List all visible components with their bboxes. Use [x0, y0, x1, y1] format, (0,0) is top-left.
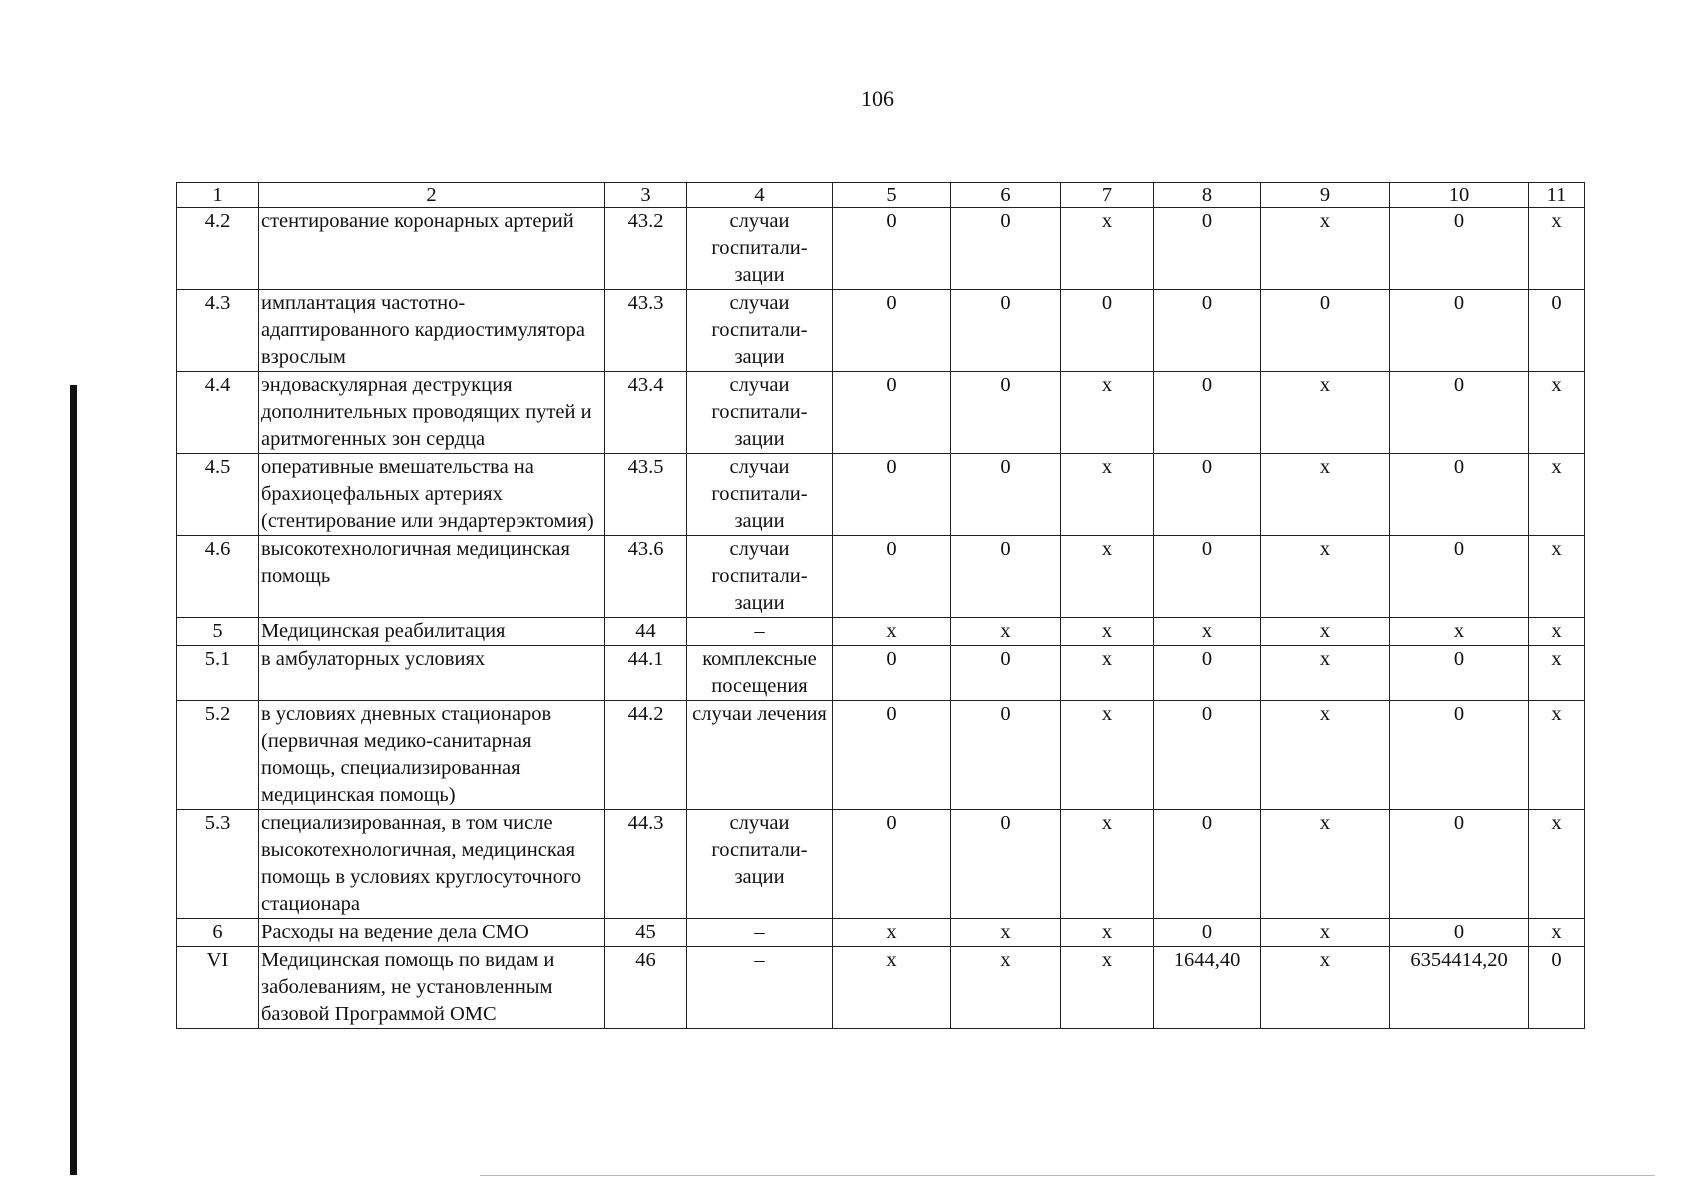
value-cell-col8: 0 [1154, 919, 1261, 947]
value-cell-col10: 0 [1390, 290, 1529, 372]
row-unit-cell: – [687, 919, 833, 947]
value-cell-col9: х [1261, 947, 1390, 1029]
value-cell-col11: 0 [1529, 290, 1585, 372]
row-number-cell: 5 [177, 618, 259, 646]
value-cell-col7: х [1061, 701, 1154, 810]
row-code-cell: 45 [605, 919, 687, 947]
row-unit-cell: комплексные посещения [687, 646, 833, 701]
value-cell-col11: х [1529, 372, 1585, 454]
row-number-cell: 5.1 [177, 646, 259, 701]
value-cell-col9: х [1261, 646, 1390, 701]
row-unit-cell: случаи госпитали-зации [687, 810, 833, 919]
value-cell-col11: х [1529, 919, 1585, 947]
value-cell-col5: 0 [833, 208, 951, 290]
value-cell-col9: х [1261, 810, 1390, 919]
value-cell-col5: 0 [833, 701, 951, 810]
value-cell-col8: 1644,40 [1154, 947, 1261, 1029]
value-cell-col6: 0 [951, 454, 1061, 536]
value-cell-col9: 0 [1261, 290, 1390, 372]
column-header: 1 [177, 183, 259, 208]
table-row [177, 947, 1585, 1029]
row-unit-cell: – [687, 618, 833, 646]
value-cell-col5: х [833, 919, 951, 947]
row-description-cell: стентирование коронарных артерий [259, 208, 605, 290]
row-unit-cell: случаи лечения [687, 701, 833, 810]
row-unit-cell: случаи госпитали-зации [687, 290, 833, 372]
value-cell-col5: 0 [833, 290, 951, 372]
value-cell-col6: 0 [951, 701, 1061, 810]
row-number-cell: 4.3 [177, 290, 259, 372]
table-row [177, 290, 1585, 372]
row-code-cell: 44.1 [605, 646, 687, 701]
value-cell-col11: 0 [1529, 947, 1585, 1029]
column-header: 11 [1529, 183, 1585, 208]
value-cell-col6: 0 [951, 208, 1061, 290]
row-number-cell: 4.6 [177, 536, 259, 618]
value-cell-col8: х [1154, 618, 1261, 646]
value-cell-col5: 0 [833, 372, 951, 454]
value-cell-col6: 0 [951, 536, 1061, 618]
value-cell-col5: 0 [833, 454, 951, 536]
value-cell-col6: х [951, 919, 1061, 947]
column-header: 7 [1061, 183, 1154, 208]
value-cell-col9: х [1261, 454, 1390, 536]
value-cell-col7: х [1061, 919, 1154, 947]
value-cell-col7: х [1061, 947, 1154, 1029]
value-cell-col7: 0 [1061, 290, 1154, 372]
table-row [177, 919, 1585, 947]
row-number-cell: 5.3 [177, 810, 259, 919]
table-row [177, 208, 1585, 290]
value-cell-col6: 0 [951, 810, 1061, 919]
row-number-cell: 5.2 [177, 701, 259, 810]
row-unit-cell: случаи госпитали-зации [687, 454, 833, 536]
row-description-cell: Медицинская помощь по видам и заболеваниям, не установленным базовой Программой ОМС [259, 947, 605, 1029]
row-description-cell: специализированная, в том числе высокотехнологичная, медицинская помощь в условиях круглосуточного стационара [259, 810, 605, 919]
row-number-cell: 6 [177, 919, 259, 947]
value-cell-col8: 0 [1154, 536, 1261, 618]
row-code-cell: 43.2 [605, 208, 687, 290]
value-cell-col10: 6354414,20 [1390, 947, 1529, 1029]
value-cell-col10: 0 [1390, 701, 1529, 810]
value-cell-col9: х [1261, 372, 1390, 454]
table-row [177, 454, 1585, 536]
row-number-cell: 4.5 [177, 454, 259, 536]
column-header: 4 [687, 183, 833, 208]
column-header: 6 [951, 183, 1061, 208]
row-number-cell: 4.2 [177, 208, 259, 290]
column-header: 3 [605, 183, 687, 208]
value-cell-col10: 0 [1390, 536, 1529, 618]
value-cell-col11: х [1529, 701, 1585, 810]
row-code-cell: 43.6 [605, 536, 687, 618]
scan-edge-mark [70, 385, 77, 1175]
value-cell-col11: х [1529, 618, 1585, 646]
value-cell-col9: х [1261, 536, 1390, 618]
table-row [177, 618, 1585, 646]
value-cell-col11: х [1529, 454, 1585, 536]
table-row [177, 372, 1585, 454]
row-description-cell: в условиях дневных стационаров (первичная медико-санитарная помощь, специализированная медицинская помощь) [259, 701, 605, 810]
value-cell-col7: х [1061, 208, 1154, 290]
row-description-cell: в амбулаторных условиях [259, 646, 605, 701]
row-unit-cell: случаи госпитали-зации [687, 208, 833, 290]
value-cell-col11: х [1529, 536, 1585, 618]
row-code-cell: 44 [605, 618, 687, 646]
table-header-row [177, 183, 1585, 208]
row-code-cell: 43.3 [605, 290, 687, 372]
value-cell-col10: 0 [1390, 372, 1529, 454]
value-cell-col5: х [833, 947, 951, 1029]
row-code-cell: 43.4 [605, 372, 687, 454]
value-cell-col7: х [1061, 454, 1154, 536]
value-cell-col11: х [1529, 208, 1585, 290]
table-row [177, 810, 1585, 919]
value-cell-col7: х [1061, 618, 1154, 646]
row-code-cell: 46 [605, 947, 687, 1029]
value-cell-col10: 0 [1390, 208, 1529, 290]
value-cell-col7: х [1061, 372, 1154, 454]
value-cell-col5: 0 [833, 810, 951, 919]
value-cell-col6: х [951, 947, 1061, 1029]
row-description-cell: имплантация частотно-адаптированного кардиостимулятора взрослым [259, 290, 605, 372]
column-header: 8 [1154, 183, 1261, 208]
value-cell-col8: 0 [1154, 372, 1261, 454]
value-cell-col9: х [1261, 701, 1390, 810]
row-description-cell: Медицинская реабилитация [259, 618, 605, 646]
row-description-cell: эндоваскулярная деструкция дополнительных проводящих путей и аритмогенных зон сердца [259, 372, 605, 454]
value-cell-col8: 0 [1154, 208, 1261, 290]
value-cell-col6: 0 [951, 372, 1061, 454]
value-cell-col10: 0 [1390, 454, 1529, 536]
value-cell-col10: 0 [1390, 919, 1529, 947]
value-cell-col7: х [1061, 646, 1154, 701]
value-cell-col9: х [1261, 919, 1390, 947]
row-number-cell: 4.4 [177, 372, 259, 454]
row-code-cell: 44.2 [605, 701, 687, 810]
row-description-cell: высокотехнологичная медицинская помощь [259, 536, 605, 618]
column-header: 10 [1390, 183, 1529, 208]
row-code-cell: 44.3 [605, 810, 687, 919]
value-cell-col6: 0 [951, 290, 1061, 372]
value-cell-col6: х [951, 618, 1061, 646]
value-cell-col10: 0 [1390, 810, 1529, 919]
page-number: 106 [861, 86, 894, 111]
row-description-cell: оперативные вмешательства на брахиоцефальных артериях (стентирование или эндартерэктомия) [259, 454, 605, 536]
column-header: 5 [833, 183, 951, 208]
value-cell-col8: 0 [1154, 810, 1261, 919]
value-cell-col5: 0 [833, 646, 951, 701]
value-cell-col11: х [1529, 646, 1585, 701]
value-cell-col11: х [1529, 810, 1585, 919]
value-cell-col7: х [1061, 536, 1154, 618]
row-unit-cell: случаи госпитали-зации [687, 536, 833, 618]
table-row [177, 701, 1585, 810]
value-cell-col8: 0 [1154, 290, 1261, 372]
row-code-cell: 43.5 [605, 454, 687, 536]
row-description-cell: Расходы на ведение дела СМО [259, 919, 605, 947]
value-cell-col5: х [833, 618, 951, 646]
value-cell-col9: х [1261, 618, 1390, 646]
row-unit-cell: – [687, 947, 833, 1029]
value-cell-col10: х [1390, 618, 1529, 646]
value-cell-col8: 0 [1154, 454, 1261, 536]
table-row [177, 536, 1585, 618]
column-header: 9 [1261, 183, 1390, 208]
scan-bottom-line [480, 1175, 1655, 1176]
table-row [177, 646, 1585, 701]
data-table [176, 182, 1585, 1029]
value-cell-col9: х [1261, 208, 1390, 290]
value-cell-col10: 0 [1390, 646, 1529, 701]
value-cell-col8: 0 [1154, 701, 1261, 810]
value-cell-col7: х [1061, 810, 1154, 919]
value-cell-col8: 0 [1154, 646, 1261, 701]
value-cell-col5: 0 [833, 536, 951, 618]
row-number-cell: VI [177, 947, 259, 1029]
column-header: 2 [259, 183, 605, 208]
value-cell-col6: 0 [951, 646, 1061, 701]
row-unit-cell: случаи госпитали-зации [687, 372, 833, 454]
